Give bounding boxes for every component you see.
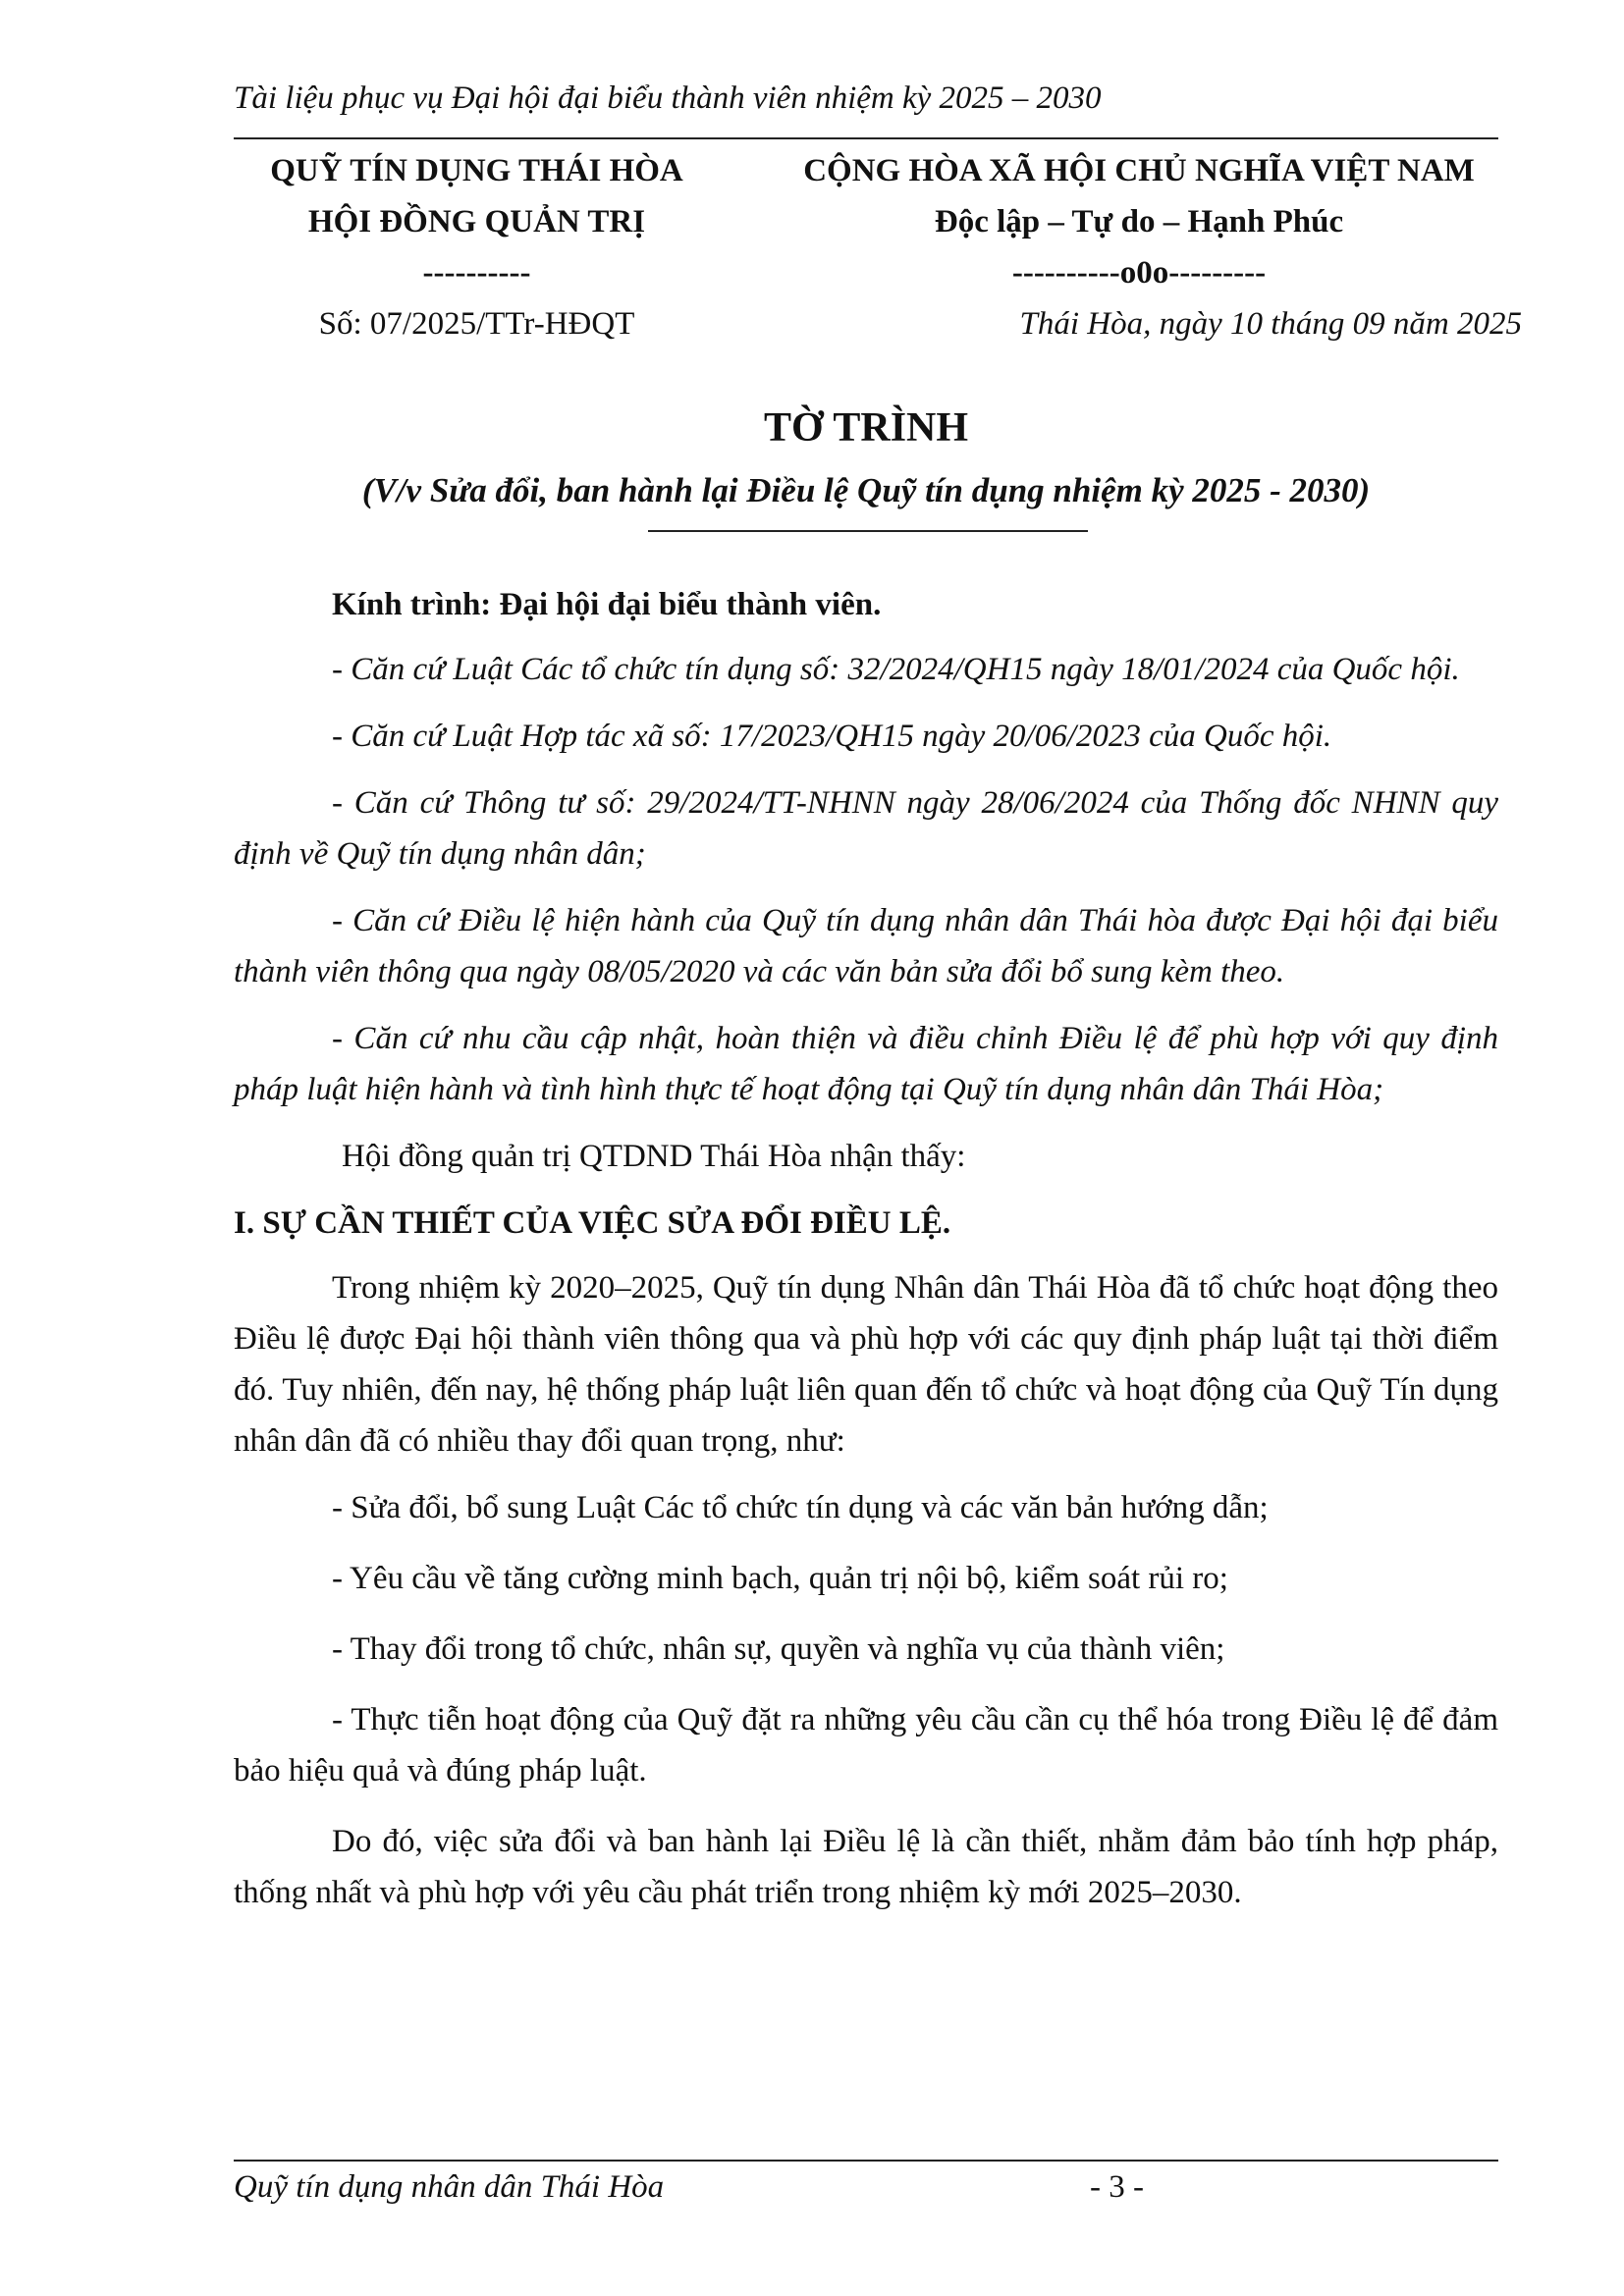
legal-basis-item: - Căn cứ nhu cầu cập nhật, hoàn thiện và điều chỉnh Điều lệ để phù hợp với quy định pháp luật hiện hành và tình hình thực tế hoạt động tại Quỹ tín dụng nhân dân Thái Hòa; <box>234 1021 1498 1107</box>
page-number: - 3 - <box>1090 2169 1144 2205</box>
document-number: Số: 07/2025/TTr-HĐQT <box>318 306 635 342</box>
page-header: Tài liệu phục vụ Đại hội đại biểu thành viên nhiệm kỳ 2025 – 2030 <box>234 80 1102 116</box>
change-item: - Yêu cầu về tăng cường minh bạch, quản trị nội bộ, kiểm soát rủi ro; <box>332 1561 1228 1596</box>
issuer-board: HỘI ĐỒNG QUẢN TRỊ <box>307 204 646 240</box>
national-motto: Độc lập – Tự do – Hạnh Phúc <box>934 204 1344 240</box>
legal-basis-item: - Căn cứ Luật Hợp tác xã số: 17/2023/QH15 ngày 20/06/2023 của Quốc hội. <box>332 719 1332 754</box>
section-heading: I. SỰ CẦN THIẾT CỦA VIỆC SỬA ĐỔI ĐIỀU LỆ. <box>234 1205 951 1241</box>
header-divider <box>234 137 1498 139</box>
motto-divider: ----------o0o--------- <box>1011 255 1267 291</box>
footer-divider <box>234 2160 1498 2162</box>
issuer-divider: ---------- <box>422 255 531 291</box>
legal-basis-item: - Căn cứ Điều lệ hiện hành của Quỹ tín dụng nhân dân Thái hòa được Đại hội đại biểu thành viên thông qua ngày 08/05/2020 và các văn bản sửa đổi bổ sung kèm theo. <box>234 903 1498 989</box>
document-title: TỜ TRÌNH <box>763 405 969 451</box>
footer-org: Quỹ tín dụng nhân dân Thái Hòa <box>234 2169 665 2205</box>
legal-basis-item: - Căn cứ Luật Các tổ chức tín dụng số: 32/2024/QH15 ngày 18/01/2024 của Quốc hội. <box>332 652 1460 687</box>
issuer-block <box>234 145 720 349</box>
issuer-org: QUỸ TÍN DỤNG THÁI HÒA <box>270 153 683 188</box>
document-body <box>234 579 1498 1934</box>
place-date: Thái Hòa, ngày 10 tháng 09 năm 2025 <box>1019 306 1522 342</box>
nation-name: CỘNG HÒA XÃ HỘI CHỦ NGHĨA VIỆT NAM <box>803 153 1475 188</box>
conclusion-paragraph: Do đó, việc sửa đổi và ban hành lại Điều lệ là cần thiết, nhằm đảm bảo tính hợp pháp, thống nhất và phù hợp với yêu cầu phát triển trong nhiệm kỳ mới 2025–2030. <box>234 1824 1498 1910</box>
legal-basis-item: - Căn cứ Thông tư số: 29/2024/TT-NHNN ngày 28/06/2024 của Thống đốc NHNN quy định về Quỹ tín dụng nhân dân; <box>234 785 1498 872</box>
recipient-line: Kính trình: Đại hội đại biểu thành viên. <box>332 587 882 622</box>
change-item: - Sửa đổi, bổ sung Luật Các tổ chức tín dụng và các văn bản hướng dẫn; <box>332 1490 1269 1525</box>
document-subtitle: (V/v Sửa đổi, ban hành lại Điều lệ Quỹ tín dụng nhiệm kỳ 2025 - 2030) <box>361 471 1371 509</box>
change-item: - Thực tiễn hoạt động của Quỹ đặt ra những yêu cầu cần cụ thể hóa trong Điều lệ để đảm bảo hiệu quả và đúng pháp luật. <box>234 1702 1498 1789</box>
national-header-block <box>756 145 1522 349</box>
observation-line: Hội đồng quản trị QTDND Thái Hòa nhận thấy: <box>342 1139 966 1174</box>
change-item: - Thay đổi trong tổ chức, nhân sự, quyền và nghĩa vụ của thành viên; <box>332 1631 1225 1667</box>
subtitle-underline <box>648 530 1088 532</box>
intro-paragraph: Trong nhiệm kỳ 2020–2025, Quỹ tín dụng Nhân dân Thái Hòa đã tổ chức hoạt động theo Điều lệ được Đại hội thành viên thông qua và phù hợp với các quy định pháp luật tại thời điểm đó. Tuy nhiên, đến nay, hệ thống pháp luật liên quan đến tổ chức và hoạt động của Quỹ Tín dụng nhân dân đã có nhiều thay đổi quan trọng, như: <box>234 1270 1498 1459</box>
